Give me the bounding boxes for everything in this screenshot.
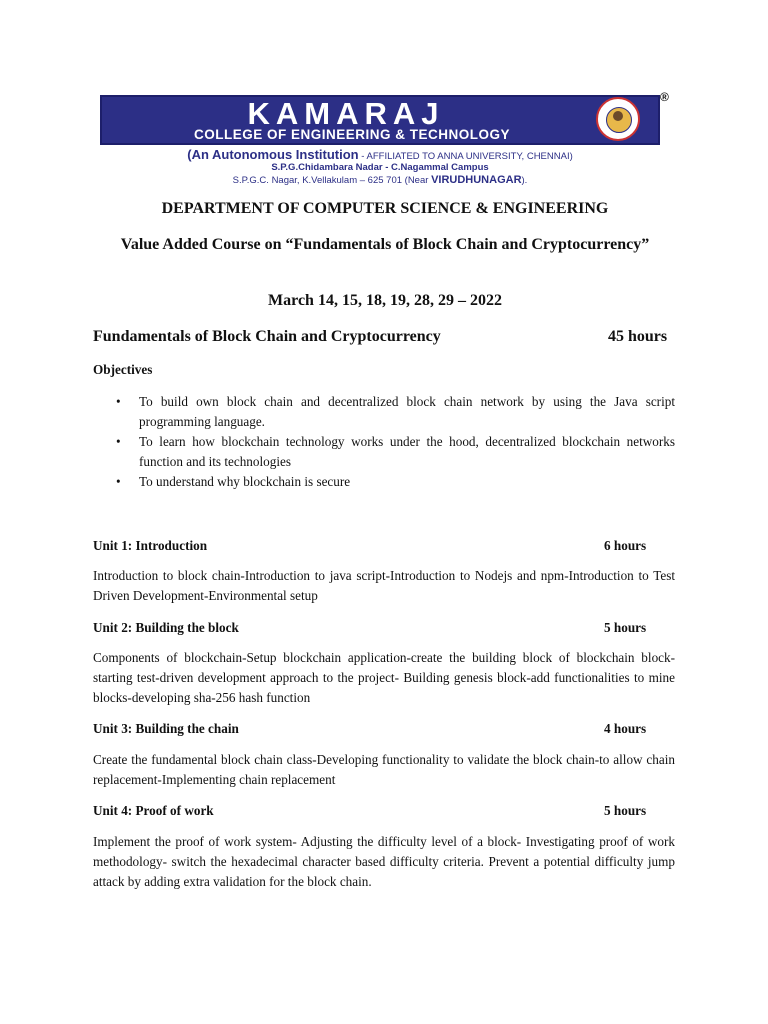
objectives-heading: Objectives (93, 362, 153, 377)
college-subtitle: COLLEGE OF ENGINEERING & TECHNOLOGY (193, 127, 511, 142)
unit-3-content: Create the fundamental block chain class-Developing functionality to validate the block chain-to allow chain replacement-Implementing chain replacement (93, 752, 675, 787)
near-city: VIRUDHUNAGAR (431, 174, 522, 186)
objective-item: • To understand why blockchain is secure (116, 474, 351, 489)
address-text: S.P.G.C. Nagar, K.Vellakulam – 625 701 (Near (232, 175, 432, 186)
department-title: DEPARTMENT OF COMPUTER SCIENCE & ENGINEERING (161, 200, 609, 217)
objectives-list (93, 392, 675, 492)
objective-item: • To learn how blockchain technology works under the hood, decentralized blockchain networks function and its technologies (116, 434, 675, 469)
unit-4-title: Unit 4: Proof of work (93, 803, 214, 818)
unit-2-content: Components of blockchain-Setup blockchain application-create the building block of blockchain block-starting test-driven development approach to the project- Building genesis block-add functionalities to mine blocks-developing sha-256 hash function (93, 650, 675, 705)
affiliation-line (100, 147, 660, 162)
course-announcement: Value Added Course on “Fundamentals of Block Chain and Cryptocurrency” (120, 236, 650, 253)
college-name: KAMARAJ (247, 96, 445, 131)
unit-2-hours: 5 hours (604, 620, 647, 635)
unit-3-hours: 4 hours (604, 721, 647, 736)
course-title: Fundamentals of Block Chain and Cryptocurrency (93, 328, 441, 345)
address-line (100, 174, 660, 186)
course-dates: March 14, 15, 18, 19, 28, 29 – 2022 (268, 292, 502, 309)
unit-4-content: Implement the proof of work system- Adjusting the difficulty level of a block- Investigating proof of work methodology- switch the hexadecimal character based difficulty criteria. Prevent a potential difficulty jump attack by adding extra validation for the block chain. (93, 834, 675, 889)
registered-mark: ® (660, 90, 669, 104)
unit-4-hours: 5 hours (604, 803, 647, 818)
objective-item: • To build own block chain and decentralized block chain network by using the Java script programming language. (116, 394, 675, 429)
unit-1-content: Introduction to block chain-Introduction to java script-Introduction to Nodejs and npm-Introduction to Test Driven Development-Environmental setup (93, 568, 675, 603)
unit-3-title: Unit 3: Building the chain (93, 721, 239, 736)
unit-1-hours: 6 hours (604, 538, 647, 553)
course-hours: 45 hours (608, 328, 668, 345)
unit-1-title: Unit 1: Introduction (93, 538, 208, 553)
college-banner (100, 95, 660, 145)
address-end: ). (521, 175, 528, 186)
unit-2-title: Unit 2: Building the block (93, 620, 239, 635)
college-seal-icon (596, 97, 640, 141)
affiliation-text: - AFFILIATED TO ANNA UNIVERSITY, CHENNAI) (358, 151, 573, 162)
campus-line: S.P.G.Chidambara Nadar - C.Nagammal Campus (271, 162, 489, 173)
autonomous-label: (An Autonomous Institution (187, 147, 359, 162)
